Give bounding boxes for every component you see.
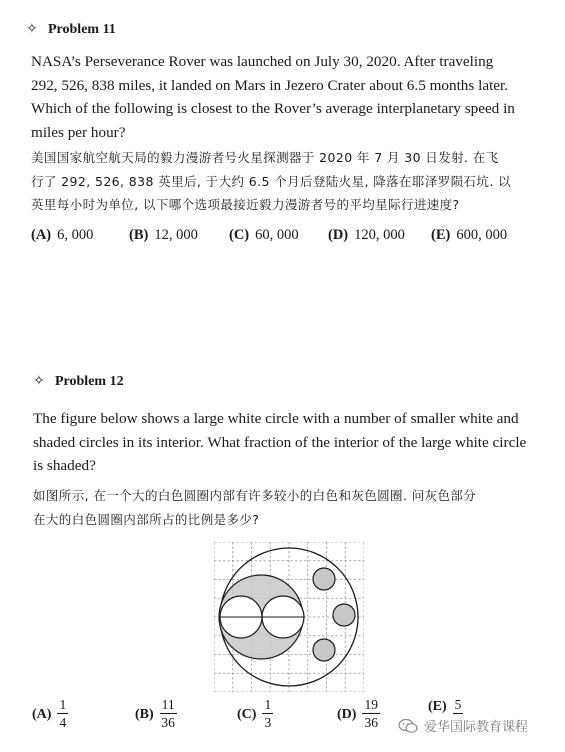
numerator: 1 (59, 697, 67, 712)
sparkle-icon: ✧ (26, 22, 38, 37)
choice-letter: (E) (428, 699, 447, 714)
choice-c (237, 697, 273, 730)
text-line: 在大的白色圆圈内部所占的比例是多少? (33, 511, 260, 527)
fraction (262, 697, 273, 730)
choice-d (328, 227, 405, 244)
text-line: shaded circles in its interior. What fraction of the interior of the large white circle (33, 433, 527, 451)
choice-letter: (E) (431, 227, 451, 243)
text-line: miles per hour? (31, 123, 126, 141)
denominator: 3 (264, 715, 272, 730)
circles-figure (214, 542, 364, 692)
text-line: 如图所示, 在一个大的白色圆圈内部有许多较小的白色和灰色圆圈. 问灰色部分 (33, 488, 477, 503)
fraction (362, 697, 380, 730)
denominator: 36 (161, 715, 175, 730)
text-line: 美国国家航空航天局的毅力漫游者号火星探测器于 2020 年 7 月 30 日发射. 在飞 (31, 150, 499, 165)
choice-letter: (A) (32, 706, 52, 722)
problem-12-heading (33, 373, 124, 390)
watermark (398, 716, 528, 735)
problem-11-title: Problem 11 (48, 21, 116, 37)
choice-b (129, 227, 198, 244)
choice-letter: (B) (135, 706, 154, 722)
problem-12-english-text (33, 407, 543, 478)
text-line: 行了 292, 526, 838 英里后, 于大约 6.5 个月后登陆火星, 降落在耶泽罗陨石坑. 以 (31, 173, 511, 189)
numerator: 1 (264, 697, 272, 712)
choice-value: 6, 000 (57, 227, 94, 243)
problem-11-choices (31, 227, 551, 251)
choice-letter: (D) (328, 227, 349, 243)
choice-value: 12, 000 (154, 227, 198, 243)
problem-12-title: Problem 12 (55, 373, 124, 389)
choice-c (229, 227, 299, 244)
fraction (453, 697, 464, 715)
denominator: 36 (364, 715, 378, 730)
choice-a (31, 227, 93, 244)
shaded-circle-small-right (333, 604, 355, 626)
sparkle-icon: ✧ (33, 374, 45, 389)
choice-letter: (C) (237, 706, 257, 722)
choice-value: 120, 000 (354, 227, 405, 243)
choice-letter: (D) (337, 706, 357, 722)
choice-letter: (A) (31, 227, 52, 243)
choice-value: 60, 000 (255, 227, 299, 243)
choice-e (428, 697, 463, 715)
wechat-icon (398, 718, 418, 734)
text-line: Which of the following is closest to the Rover’s average interplanetary speed in (31, 100, 515, 117)
problem-11-heading (26, 21, 116, 38)
text-line: 292, 526, 838 miles, it landed on Mars in Jezero Crater about 6.5 months later. (31, 76, 509, 94)
problem-12-chinese-text (33, 484, 553, 531)
watermark-text: 爱华国际教育课程 (424, 720, 529, 735)
choice-value: 600, 000 (456, 227, 508, 243)
choice-a (32, 697, 68, 730)
shaded-circle-small-top (313, 568, 335, 590)
text-line: is shaded? (33, 457, 96, 474)
choice-d (337, 697, 380, 730)
shaded-circle-small-bottom (313, 639, 335, 661)
choice-letter: (C) (229, 227, 250, 243)
text-line: NASA’s Perseverance Rover was launched on July 30, 2020. After traveling (31, 53, 494, 70)
text-line: The figure below shows a large white circle with a number of smaller white and (33, 410, 519, 427)
fraction (57, 697, 68, 730)
numerator: 19 (364, 697, 378, 712)
numerator: 11 (161, 697, 175, 712)
choice-b (135, 697, 177, 730)
denominator: 4 (59, 715, 67, 730)
problem-11-chinese-text (31, 146, 551, 217)
numerator: 5 (454, 697, 462, 712)
text-line: 英里每小时为单位, 以下哪个选项最接近毅力漫游者号的平均星际行进速度? (31, 197, 460, 212)
problem-11-english-text (31, 50, 541, 144)
fraction (160, 697, 177, 730)
choice-e (431, 227, 507, 244)
choice-letter: (B) (129, 227, 149, 243)
